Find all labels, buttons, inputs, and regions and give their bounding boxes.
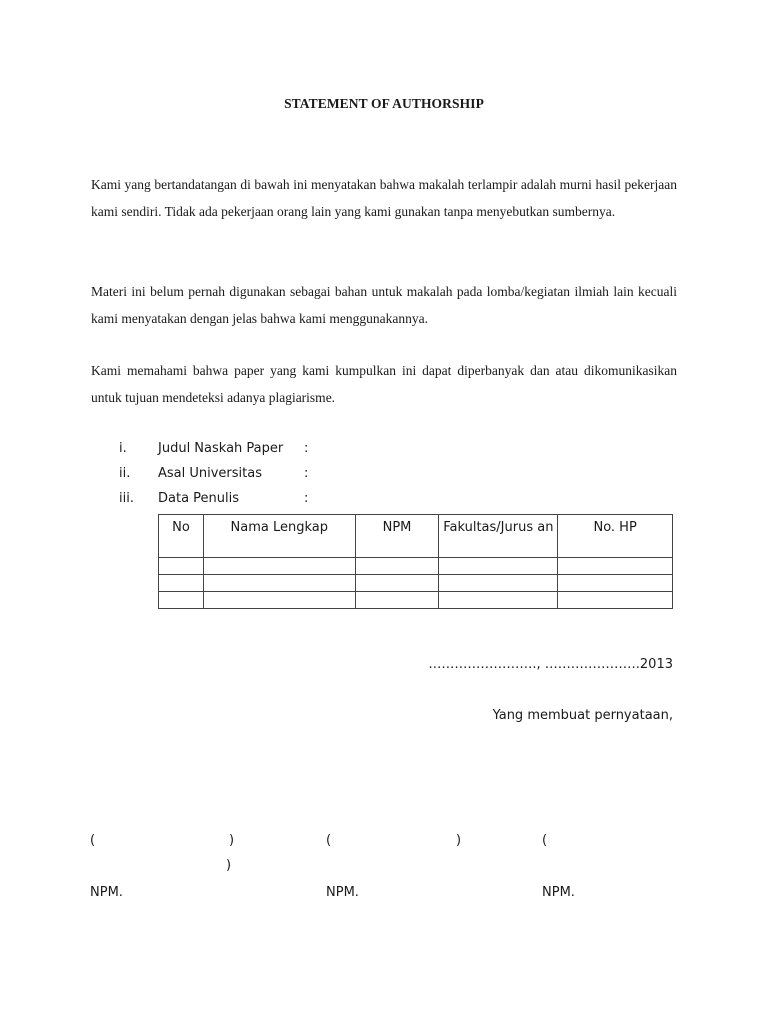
table-cell[interactable] — [355, 592, 439, 609]
signature-open-paren-2: ( — [326, 833, 332, 848]
table-cell[interactable] — [439, 575, 558, 592]
signature-close-paren-3: ) — [226, 858, 232, 873]
table-cell[interactable] — [558, 558, 673, 575]
table-cell[interactable] — [355, 575, 439, 592]
table-cell[interactable] — [439, 558, 558, 575]
npm-label-3: NPM. — [542, 885, 575, 900]
list-colon: : — [304, 466, 309, 481]
place-date-line: ……………………., ………………….2013 — [428, 657, 673, 672]
signer-caption: Yang membuat pernyataan, — [492, 708, 673, 723]
list-colon: : — [304, 441, 309, 456]
table-cell[interactable] — [558, 575, 673, 592]
table-cell[interactable] — [558, 592, 673, 609]
column-header-full-name: Nama Lengkap — [203, 515, 355, 558]
list-label-author-data: Data Penulis — [158, 491, 240, 506]
column-header-npm: NPM — [355, 515, 439, 558]
table-header-row — [159, 515, 673, 558]
table-cell[interactable] — [203, 592, 355, 609]
list-colon: : — [304, 491, 309, 506]
signature-close-paren-1: ) — [229, 833, 235, 848]
table-cell[interactable] — [439, 592, 558, 609]
table-cell[interactable] — [355, 558, 439, 575]
list-label-paper-title: Judul Naskah Paper — [158, 441, 284, 456]
column-header-phone: No. HP — [558, 515, 673, 558]
npm-label-2: NPM. — [326, 885, 359, 900]
column-header-faculty: Fakultas/Jurus an — [439, 515, 558, 558]
paragraph-plagiarism: Kami memahami bahwa paper yang kami kumpulkan ini dapat diperbanyak dan atau dikomunikasikan untuk tujuan mendeteksi adanya plagiarisme. — [91, 363, 677, 405]
table-cell[interactable] — [159, 575, 204, 592]
table-cell[interactable] — [203, 575, 355, 592]
signature-open-paren-1: ( — [90, 833, 96, 848]
table-row — [159, 575, 673, 592]
paragraph-originality: Kami yang bertandatangan di bawah ini menyatakan bahwa makalah terlampir adalah murni hasil pekerjaan kami sendiri. Tidak ada pekerjaan orang lain yang kami gunakan tanpa menyebutkan sumbernya. — [91, 177, 677, 219]
table-cell[interactable] — [159, 592, 204, 609]
list-number: ii. — [119, 466, 131, 481]
table-row — [159, 558, 673, 575]
column-header-no: No — [159, 515, 204, 558]
signature-close-paren-2: ) — [456, 833, 462, 848]
list-number: iii. — [119, 491, 134, 506]
list-label-university: Asal Universitas — [158, 466, 262, 481]
document-title: STATEMENT OF AUTHORSHIP — [284, 96, 484, 111]
table-row — [159, 592, 673, 609]
list-number: i. — [119, 441, 127, 456]
table-cell[interactable] — [159, 558, 204, 575]
table-cell[interactable] — [203, 558, 355, 575]
paragraph-first-use: Materi ini belum pernah digunakan sebagai bahan untuk makalah pada lomba/kegiatan ilmiah lain kecuali kami menyatakan dengan jelas bahwa kami menggunakannya. — [91, 284, 677, 326]
signature-open-paren-3: ( — [542, 833, 548, 848]
npm-label-1: NPM. — [90, 885, 123, 900]
author-table — [158, 514, 673, 609]
